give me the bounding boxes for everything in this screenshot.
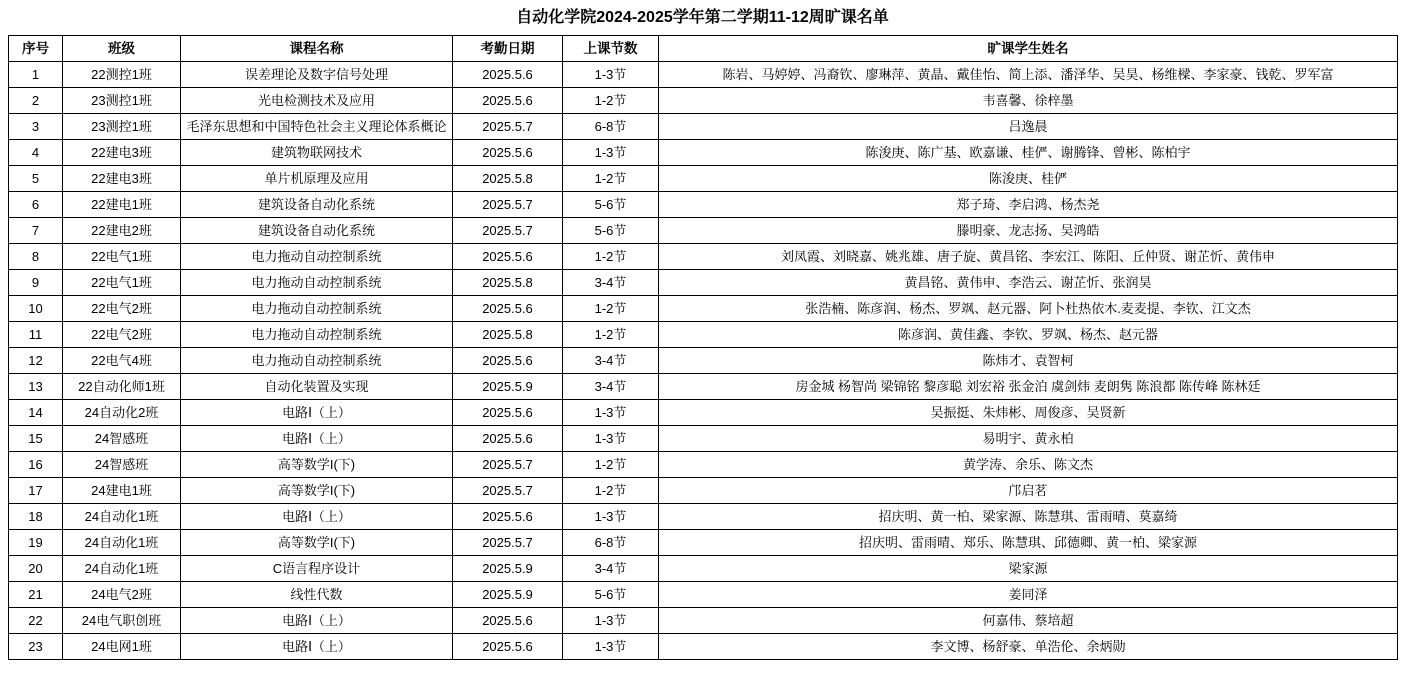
cell-date: 2025.5.9 <box>453 374 563 400</box>
cell-class: 22电气4班 <box>63 348 181 374</box>
cell-course: 电路Ⅰ（上） <box>181 400 453 426</box>
cell-date: 2025.5.7 <box>453 530 563 556</box>
cell-date: 2025.5.6 <box>453 608 563 634</box>
cell-student-names: 吴振挺、朱炜彬、周俊彦、吴贤新 <box>659 400 1398 426</box>
cell-student-names: 陈浚庚、陈广基、欧嘉谦、桂俨、谢腾锋、曾彬、陈柏宇 <box>659 140 1398 166</box>
cell-date: 2025.5.6 <box>453 504 563 530</box>
cell-class: 24建电1班 <box>63 478 181 504</box>
cell-index: 10 <box>9 296 63 322</box>
cell-course: 光电检测技术及应用 <box>181 88 453 114</box>
absence-roster-table <box>8 35 1398 660</box>
cell-index: 6 <box>9 192 63 218</box>
cell-date: 2025.5.8 <box>453 322 563 348</box>
cell-date: 2025.5.6 <box>453 348 563 374</box>
cell-index: 21 <box>9 582 63 608</box>
cell-course: 单片机原理及应用 <box>181 166 453 192</box>
cell-student-names: 姜同泽 <box>659 582 1398 608</box>
cell-student-names: 招庆明、黄一柏、梁家源、陈慧琪、雷雨晴、莫嘉绮 <box>659 504 1398 530</box>
cell-student-names: 李文博、杨舒豪、单浩伦、余炳勋 <box>659 634 1398 660</box>
cell-date: 2025.5.6 <box>453 88 563 114</box>
table-row <box>9 62 1398 88</box>
cell-period: 1-2节 <box>563 166 659 192</box>
cell-course: 建筑物联网技术 <box>181 140 453 166</box>
cell-index: 12 <box>9 348 63 374</box>
cell-period: 1-3节 <box>563 634 659 660</box>
cell-index: 22 <box>9 608 63 634</box>
cell-index: 8 <box>9 244 63 270</box>
cell-course: 电力拖动自动控制系统 <box>181 296 453 322</box>
cell-index: 2 <box>9 88 63 114</box>
cell-index: 1 <box>9 62 63 88</box>
cell-period: 5-6节 <box>563 582 659 608</box>
table-row <box>9 114 1398 140</box>
cell-period: 3-4节 <box>563 270 659 296</box>
cell-class: 24智感班 <box>63 426 181 452</box>
cell-student-names: 张浩楠、陈彦润、杨杰、罗飒、赵元器、阿卜杜热依木.麦麦提、李钦、江文杰 <box>659 296 1398 322</box>
cell-period: 1-2节 <box>563 478 659 504</box>
cell-course: 电力拖动自动控制系统 <box>181 244 453 270</box>
cell-date: 2025.5.9 <box>453 556 563 582</box>
cell-class: 23测控1班 <box>63 114 181 140</box>
cell-index: 15 <box>9 426 63 452</box>
cell-period: 5-6节 <box>563 218 659 244</box>
cell-date: 2025.5.6 <box>453 296 563 322</box>
cell-period: 6-8节 <box>563 114 659 140</box>
table-row <box>9 582 1398 608</box>
table-row <box>9 504 1398 530</box>
cell-student-names: 陈彦润、黄佳鑫、李钦、罗飒、杨杰、赵元器 <box>659 322 1398 348</box>
cell-course: 毛泽东思想和中国特色社会主义理论体系概论 <box>181 114 453 140</box>
cell-index: 17 <box>9 478 63 504</box>
cell-student-names: 易明宇、黄永柏 <box>659 426 1398 452</box>
cell-date: 2025.5.7 <box>453 192 563 218</box>
cell-student-names: 房金城 杨智尚 梁锦铭 黎彦聪 刘宏裕 张金泊 虞剑炜 麦朗隽 陈浪都 陈传峰 陈林廷 <box>659 374 1398 400</box>
table-row <box>9 296 1398 322</box>
cell-class: 23测控1班 <box>63 88 181 114</box>
cell-index: 5 <box>9 166 63 192</box>
cell-student-names: 陈岩、马婷婷、冯裔钦、廖琳萍、黄晶、戴佳怡、简上添、潘泽华、吴昊、杨维樑、李家豪、钱乾、罗军富 <box>659 62 1398 88</box>
cell-class: 22建电3班 <box>63 166 181 192</box>
cell-course: C语言程序设计 <box>181 556 453 582</box>
cell-period: 3-4节 <box>563 556 659 582</box>
cell-index: 18 <box>9 504 63 530</box>
cell-course: 电力拖动自动控制系统 <box>181 348 453 374</box>
cell-index: 3 <box>9 114 63 140</box>
cell-index: 7 <box>9 218 63 244</box>
cell-student-names: 何嘉伟、蔡培超 <box>659 608 1398 634</box>
cell-class: 24智感班 <box>63 452 181 478</box>
cell-student-names: 邝启茗 <box>659 478 1398 504</box>
table-row <box>9 400 1398 426</box>
cell-course: 高等数学I(下) <box>181 478 453 504</box>
cell-course: 电力拖动自动控制系统 <box>181 270 453 296</box>
cell-period: 1-2节 <box>563 452 659 478</box>
cell-date: 2025.5.9 <box>453 582 563 608</box>
cell-index: 20 <box>9 556 63 582</box>
cell-period: 1-3节 <box>563 608 659 634</box>
table-row <box>9 608 1398 634</box>
cell-class: 24自动化1班 <box>63 530 181 556</box>
table-row <box>9 348 1398 374</box>
cell-period: 6-8节 <box>563 530 659 556</box>
cell-class: 24电气2班 <box>63 582 181 608</box>
cell-class: 22电气2班 <box>63 322 181 348</box>
cell-class: 24自动化2班 <box>63 400 181 426</box>
cell-class: 24自动化1班 <box>63 556 181 582</box>
cell-student-names: 招庆明、雷雨晴、郑乐、陈慧琪、邱德卿、黄一柏、梁家源 <box>659 530 1398 556</box>
table-row <box>9 270 1398 296</box>
cell-index: 14 <box>9 400 63 426</box>
table-row <box>9 322 1398 348</box>
cell-class: 22电气2班 <box>63 296 181 322</box>
cell-index: 4 <box>9 140 63 166</box>
cell-class: 22建电1班 <box>63 192 181 218</box>
cell-student-names: 梁家源 <box>659 556 1398 582</box>
cell-course: 自动化装置及实现 <box>181 374 453 400</box>
cell-date: 2025.5.6 <box>453 400 563 426</box>
table-row <box>9 556 1398 582</box>
cell-date: 2025.5.6 <box>453 140 563 166</box>
cell-course: 电力拖动自动控制系统 <box>181 322 453 348</box>
cell-class: 22测控1班 <box>63 62 181 88</box>
cell-course: 电路Ⅰ（上） <box>181 504 453 530</box>
cell-period: 3-4节 <box>563 374 659 400</box>
cell-date: 2025.5.8 <box>453 166 563 192</box>
cell-index: 16 <box>9 452 63 478</box>
cell-period: 1-2节 <box>563 296 659 322</box>
cell-student-names: 吕逸晨 <box>659 114 1398 140</box>
cell-date: 2025.5.7 <box>453 114 563 140</box>
cell-class: 24电气职创班 <box>63 608 181 634</box>
table-row <box>9 244 1398 270</box>
cell-date: 2025.5.7 <box>453 218 563 244</box>
page-title: 自动化学院2024-2025学年第二学期11-12周旷课名单 <box>516 9 889 26</box>
cell-date: 2025.5.6 <box>453 244 563 270</box>
cell-course: 误差理论及数字信号处理 <box>181 62 453 88</box>
cell-class: 22电气1班 <box>63 270 181 296</box>
table-body <box>9 62 1398 660</box>
column-header-index: 序号 <box>9 36 63 62</box>
cell-class: 22自动化师1班 <box>63 374 181 400</box>
table-row <box>9 530 1398 556</box>
cell-period: 1-3节 <box>563 62 659 88</box>
table-row <box>9 88 1398 114</box>
cell-date: 2025.5.6 <box>453 62 563 88</box>
cell-period: 3-4节 <box>563 348 659 374</box>
cell-class: 24自动化1班 <box>63 504 181 530</box>
cell-class: 22建电3班 <box>63 140 181 166</box>
cell-period: 1-2节 <box>563 88 659 114</box>
column-header-student-names: 旷课学生姓名 <box>659 36 1398 62</box>
cell-course: 电路Ⅰ（上） <box>181 426 453 452</box>
cell-period: 1-3节 <box>563 426 659 452</box>
table-row <box>9 140 1398 166</box>
column-header-period: 上课节数 <box>563 36 659 62</box>
cell-course: 线性代数 <box>181 582 453 608</box>
cell-date: 2025.5.7 <box>453 478 563 504</box>
cell-period: 1-2节 <box>563 244 659 270</box>
cell-index: 23 <box>9 634 63 660</box>
cell-period: 1-3节 <box>563 400 659 426</box>
cell-course: 高等数学I(下) <box>181 530 453 556</box>
cell-period: 1-3节 <box>563 504 659 530</box>
column-header-course: 课程名称 <box>181 36 453 62</box>
cell-class: 22电气1班 <box>63 244 181 270</box>
cell-period: 1-2节 <box>563 322 659 348</box>
table-row <box>9 192 1398 218</box>
cell-student-names: 黄昌铭、黄伟申、李浩云、谢芷忻、张润昊 <box>659 270 1398 296</box>
cell-date: 2025.5.7 <box>453 452 563 478</box>
cell-course: 高等数学I(下) <box>181 452 453 478</box>
cell-course: 电路Ⅰ（上） <box>181 634 453 660</box>
table-row <box>9 166 1398 192</box>
cell-class: 24电网1班 <box>63 634 181 660</box>
table-row <box>9 452 1398 478</box>
table-row <box>9 634 1398 660</box>
cell-index: 9 <box>9 270 63 296</box>
cell-course: 建筑设备自动化系统 <box>181 218 453 244</box>
cell-index: 19 <box>9 530 63 556</box>
cell-date: 2025.5.8 <box>453 270 563 296</box>
cell-student-names: 陈炜才、袁智柯 <box>659 348 1398 374</box>
table-row <box>9 426 1398 452</box>
table-header <box>9 36 1398 62</box>
cell-class: 22建电2班 <box>63 218 181 244</box>
column-header-class: 班级 <box>63 36 181 62</box>
column-header-date: 考勤日期 <box>453 36 563 62</box>
cell-student-names: 滕明豪、龙志扬、吴鸿皓 <box>659 218 1398 244</box>
cell-date: 2025.5.6 <box>453 634 563 660</box>
cell-course: 建筑设备自动化系统 <box>181 192 453 218</box>
table-row <box>9 478 1398 504</box>
cell-student-names: 韦喜馨、徐梓墨 <box>659 88 1398 114</box>
cell-student-names: 刘凤霞、刘晓嘉、姚兆雄、唐子旋、黄昌铭、李宏江、陈阳、丘仲贤、谢芷忻、黄伟申 <box>659 244 1398 270</box>
cell-student-names: 郑子琦、李启鸿、杨杰尧 <box>659 192 1398 218</box>
cell-index: 13 <box>9 374 63 400</box>
cell-index: 11 <box>9 322 63 348</box>
cell-student-names: 黄学涛、余乐、陈文杰 <box>659 452 1398 478</box>
table-row <box>9 218 1398 244</box>
cell-student-names: 陈浚庚、桂俨 <box>659 166 1398 192</box>
table-header-row <box>9 36 1398 62</box>
cell-course: 电路Ⅰ（上） <box>181 608 453 634</box>
cell-period: 5-6节 <box>563 192 659 218</box>
table-row <box>9 374 1398 400</box>
cell-period: 1-3节 <box>563 140 659 166</box>
cell-date: 2025.5.6 <box>453 426 563 452</box>
